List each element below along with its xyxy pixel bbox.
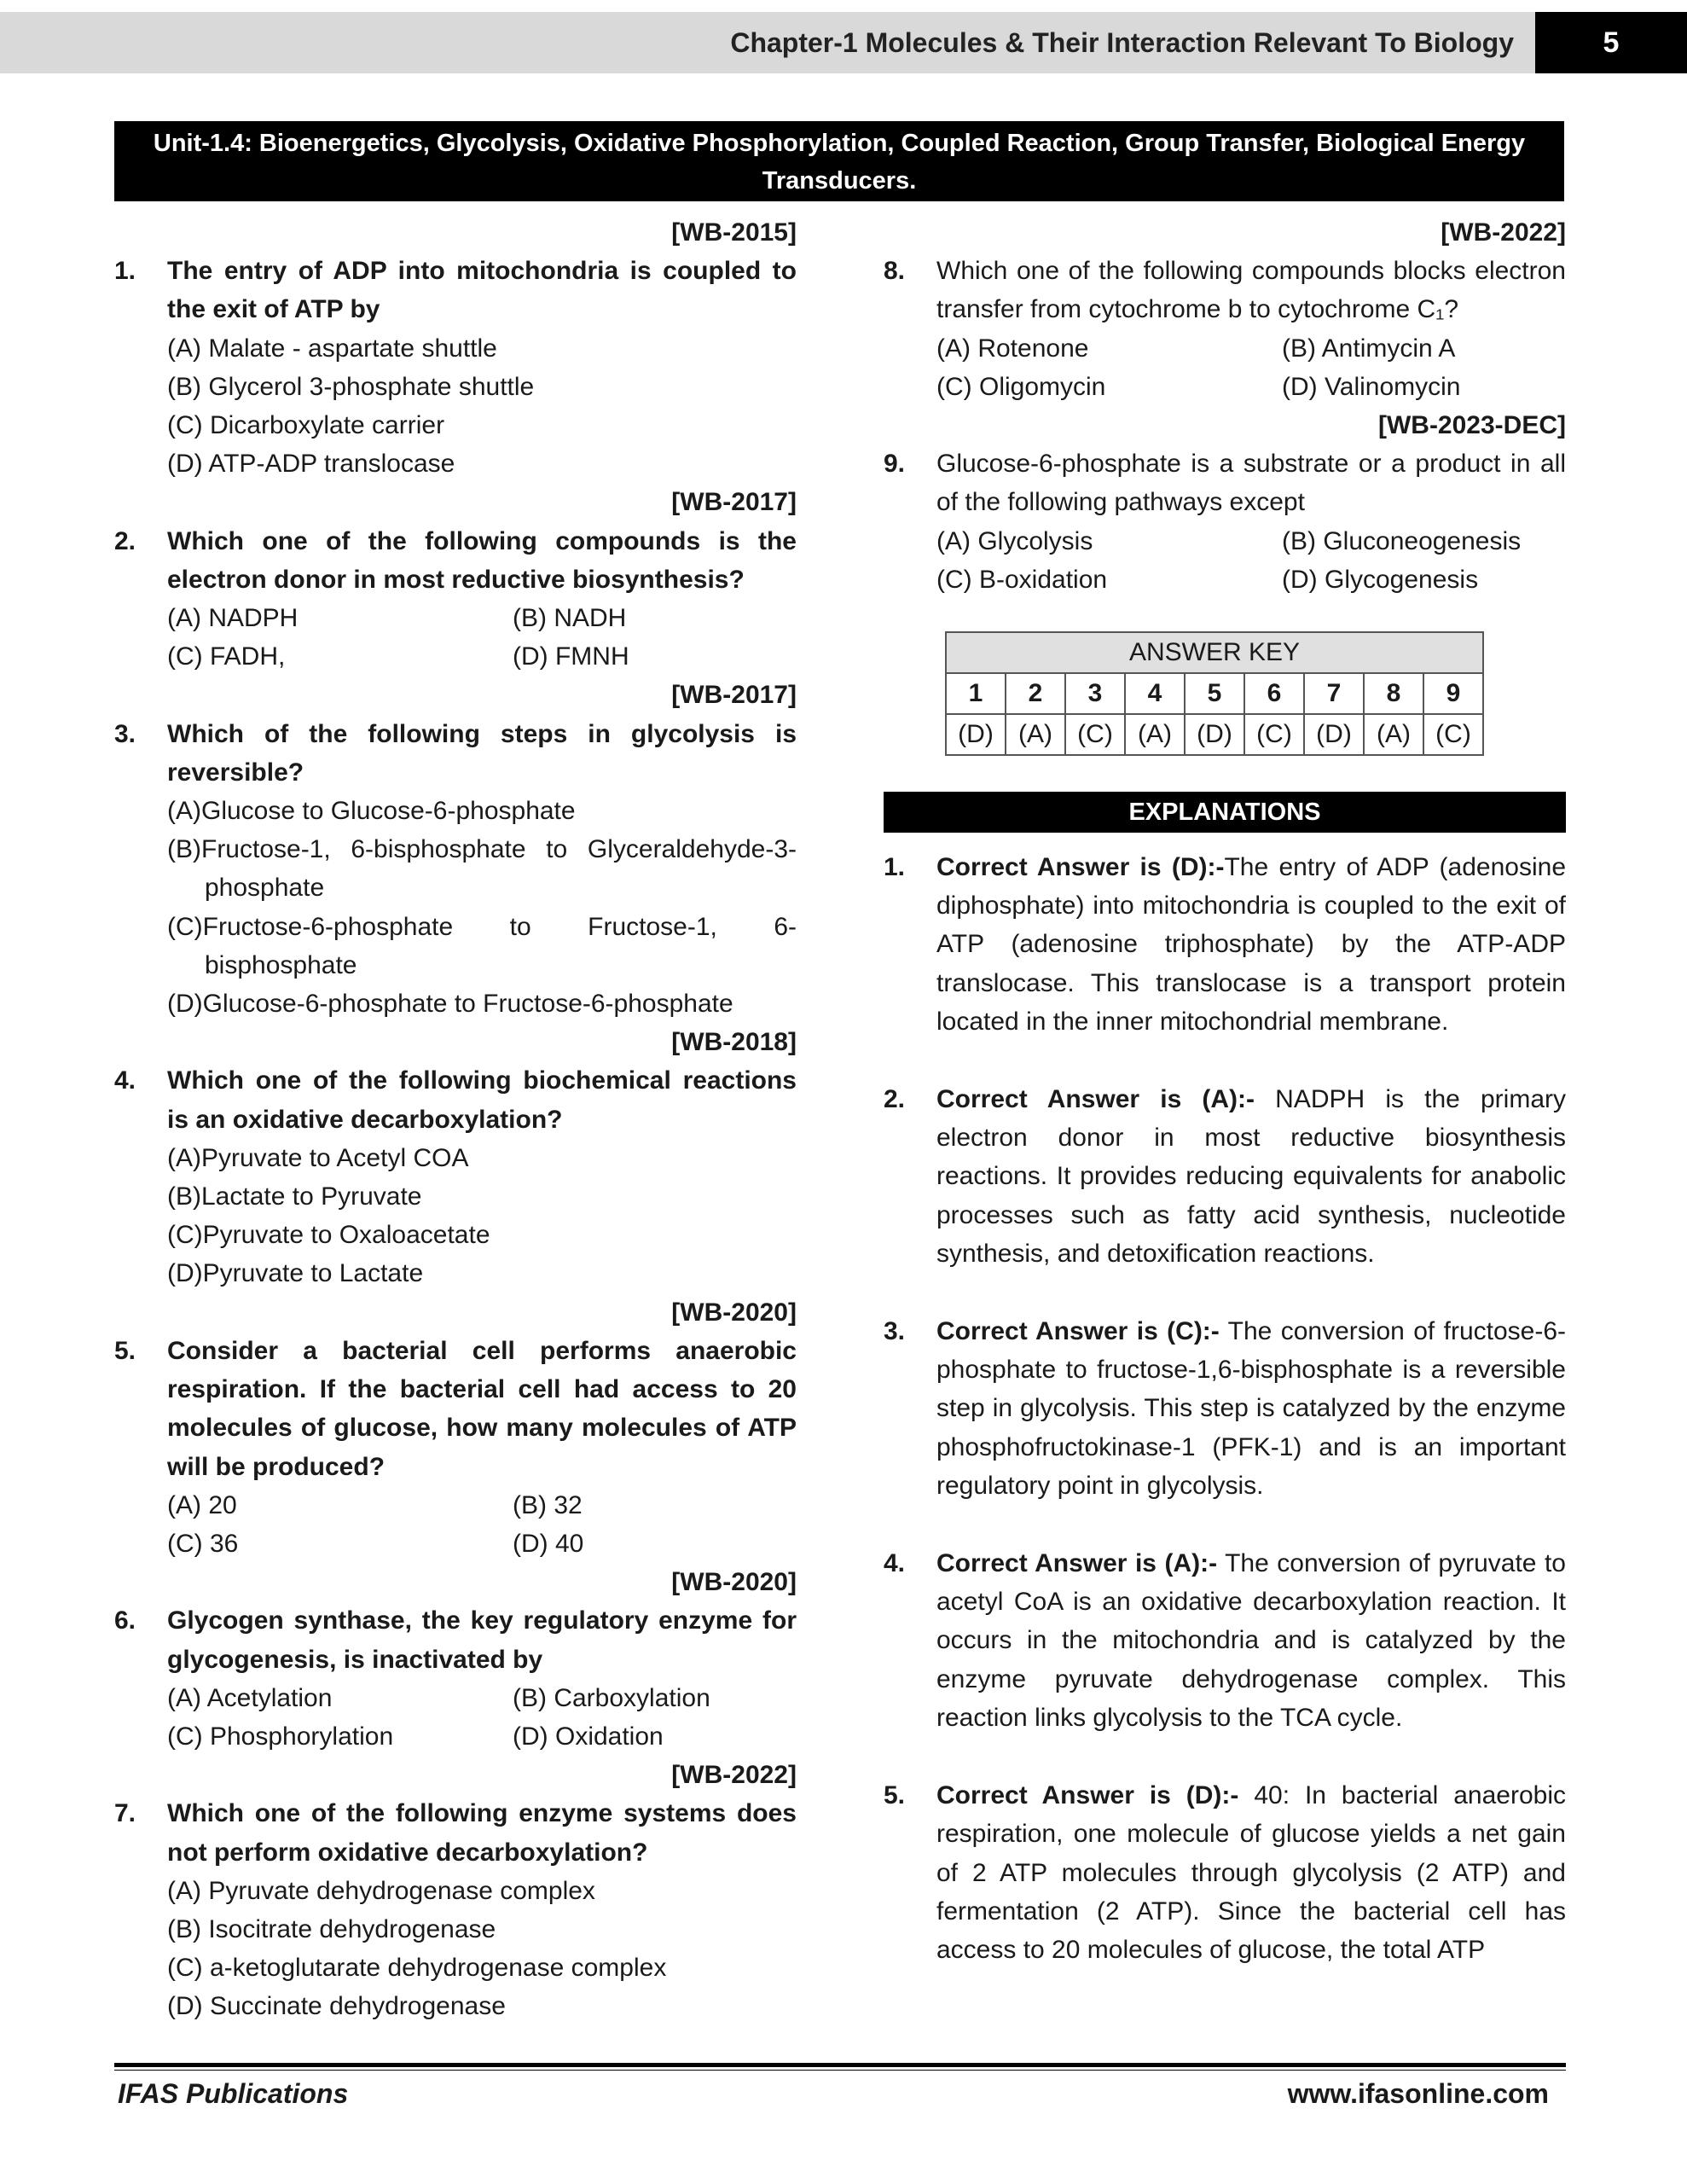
answer-key-answer: (C) xyxy=(1244,714,1304,755)
question-stem: Consider a bacterial cell performs anaerobic respiration. If the bacterial cell had access to 20 molecules of glucose, how many molecules of ATP will be produced? xyxy=(167,1336,797,1481)
explanation-body xyxy=(936,848,1566,1041)
options-grid xyxy=(884,522,1566,599)
question-number: 3. xyxy=(114,719,136,748)
explanations-heading: EXPLANATIONS xyxy=(884,792,1566,833)
answer-key-number: 4 xyxy=(1125,673,1185,714)
explanation-number: 3. xyxy=(884,1317,906,1346)
explanation-text: 40: In bacterial anaerobic respiration, one molecule of glucose yields a net gain of 2 ATP molecules through glycolysis (2 ATP) and fermentation (2 ATP). Since the bacterial cell has access to 20 molecules of glucose, the total ATP xyxy=(936,1781,1566,1964)
explanation-text: The entry of ADP (adenosine diphosphate) into mitochondria is coupled to the exit of ATP (adenosine triphosphate) by the ATP-ADP translocase. This translocase is a transport protein located in the inner mitochondrial membrane. xyxy=(936,853,1566,1036)
question-stem: Which of the following steps in glycolysis is reversible? xyxy=(167,719,797,787)
option: (C) Dicarboxylate carrier xyxy=(167,411,445,440)
question-stem: Glucose-6-phosphate is a substrate or a product in all of the following pathways except xyxy=(936,450,1566,517)
explanation-body xyxy=(936,1544,1566,1737)
explanation-body xyxy=(936,1312,1566,1505)
explanation-item xyxy=(884,1312,1566,1505)
option: (D)Pyruvate to Lactate xyxy=(167,1259,424,1288)
correct-answer-label: Correct Answer is (D):- xyxy=(936,1781,1239,1810)
option: (B) 32 xyxy=(513,1490,583,1519)
option: (D) ATP-ADP translocase xyxy=(167,450,455,479)
option: (D) Succinate dehydrogenase xyxy=(167,1992,506,2021)
question xyxy=(114,1794,797,1871)
options-grid xyxy=(114,1486,797,1563)
question-stem: Which one of the following compounds is the electron donor in most reductive biosynthesis? xyxy=(167,526,797,594)
option: (B) Carboxylation xyxy=(513,1683,710,1712)
footer-rule xyxy=(114,2063,1566,2067)
answer-key-answer: (D) xyxy=(1185,714,1244,755)
question-year: [WB-2018] xyxy=(671,1028,797,1057)
option: (A)Pyruvate to Acetyl COA xyxy=(167,1143,469,1172)
explanation-text: NADPH is the primary electron donor in most reductive biosynthesis reactions. It provides reducing equivalents for anabolic processes such as fatty acid synthesis, nucleotide synthesis, and detoxification reactions. xyxy=(936,1085,1566,1268)
option: (D) Valinomycin xyxy=(1282,372,1461,401)
option: (A)Glucose to Glucose-6-phosphate xyxy=(167,797,576,826)
option: (C)Pyruvate to Oxaloacetate xyxy=(167,1221,490,1250)
question-stem: Glycogen synthase, the key regulatory enzyme for glycogenesis, is inactivated by xyxy=(167,1606,797,1674)
answer-key-number: 2 xyxy=(1006,673,1065,714)
question xyxy=(114,252,797,328)
option: (A) 20 xyxy=(167,1490,237,1519)
option: (C) B-oxidation xyxy=(936,565,1108,594)
option: (B) Gluconeogenesis xyxy=(1282,526,1522,555)
answer-key-number: 6 xyxy=(1244,673,1304,714)
question-stem: Which one of the following enzyme systems does not perform oxidative decarboxylation? xyxy=(167,1799,797,1867)
option: (B)Lactate to Pyruvate xyxy=(167,1182,422,1211)
options-grid xyxy=(114,1679,797,1756)
question-year: [WB-2023-DEC] xyxy=(1377,411,1566,440)
question-number: 9. xyxy=(884,450,906,479)
explanation-number: 2. xyxy=(884,1085,906,1114)
answer-key-number: 5 xyxy=(1185,673,1244,714)
option: (D) 40 xyxy=(513,1529,584,1558)
option: (A) Pyruvate dehydrogenase complex xyxy=(167,1876,595,1905)
explanation-number: 1. xyxy=(884,853,906,882)
option: (D) Glycogenesis xyxy=(1282,565,1479,594)
question-year: [WB-2022] xyxy=(671,1761,797,1790)
option: (C) a-ketoglutarate dehydrogenase complex xyxy=(167,1954,667,1983)
answer-key-number: 3 xyxy=(1065,673,1125,714)
options-grid xyxy=(884,329,1566,406)
question xyxy=(884,252,1566,328)
correct-answer-label: Correct Answer is (A):- xyxy=(936,1085,1255,1114)
answer-key-answer: (A) xyxy=(1364,714,1423,755)
option: (A) Glycolysis xyxy=(936,526,1093,555)
publisher-name: IFAS Publications xyxy=(118,2078,349,2109)
explanation-number: 5. xyxy=(884,1781,906,1810)
question xyxy=(114,715,797,792)
questions-right-column xyxy=(884,213,1566,1969)
explanation-item xyxy=(884,1544,1566,1737)
answer-key-number: 9 xyxy=(1423,673,1483,714)
question-year: [WB-2015] xyxy=(671,218,797,247)
explanation-text: The conversion of fructose-6-phosphate to fructose-1,6-bisphosphate is a reversible step in glycolysis. This step is catalyzed by the enzyme phosphofructokinase-1 (PFK-1) and is an important regulatory point in glycolysis. xyxy=(936,1317,1567,1500)
question-number: 8. xyxy=(884,257,906,286)
option: (D) Oxidation xyxy=(513,1722,664,1751)
question xyxy=(114,1061,797,1138)
correct-answer-label: Correct Answer is (A):- xyxy=(936,1549,1218,1578)
answer-key-title: ANSWER KEY xyxy=(946,632,1483,673)
question xyxy=(114,1601,797,1678)
option: (B) Antimycin A xyxy=(1282,334,1456,363)
answer-key-answer: (A) xyxy=(1006,714,1065,755)
question-stem: Which one of the following compounds blocks electron transfer from cytochrome b to cytochrome C₁? xyxy=(936,257,1566,324)
question-year: [WB-2017] xyxy=(671,681,797,710)
answer-key-number: 8 xyxy=(1364,673,1423,714)
option: (C) Phosphorylation xyxy=(167,1722,394,1751)
question xyxy=(114,522,797,599)
question-number: 7. xyxy=(114,1799,136,1828)
question-number: 5. xyxy=(114,1336,136,1365)
option: (C) 36 xyxy=(167,1529,239,1558)
option: (B) NADH xyxy=(513,604,627,633)
option: (D)Glucose-6-phosphate to Fructose-6-phosphate xyxy=(167,990,733,1019)
question xyxy=(884,444,1566,521)
answer-key-number: 7 xyxy=(1304,673,1364,714)
correct-answer-label: Correct Answer is (D):- xyxy=(936,853,1225,882)
question-number: 1. xyxy=(114,257,136,286)
question-year: [WB-2017] xyxy=(671,488,797,517)
question-year: [WB-2022] xyxy=(1441,218,1566,247)
answer-key-table xyxy=(945,631,1484,756)
answer-key-answer: (C) xyxy=(1423,714,1483,755)
page-number: 5 xyxy=(1535,12,1687,73)
website-link[interactable]: www.ifasonline.com xyxy=(1287,2078,1549,2109)
option: (D) FMNH xyxy=(513,642,629,671)
questions-left-column xyxy=(114,213,797,2026)
unit-title: Unit-1.4: Bioenergetics, Glycolysis, Oxidative Phosphorylation, Coupled Reaction, Group Transfer, Biological Energy Transducers. xyxy=(114,121,1564,201)
question-year: [WB-2020] xyxy=(671,1568,797,1597)
explanation-text: The conversion of pyruvate to acetyl CoA is an oxidative decarboxylation reaction. It occurs in the mitochondria and is catalyzed by the enzyme pyruvate dehydrogenase complex. This reaction links glycolysis to the TCA cycle. xyxy=(936,1549,1566,1732)
answer-key-answer: (A) xyxy=(1125,714,1185,755)
option: (A) Rotenone xyxy=(936,334,1089,363)
option: (C)Fructose-6-phosphate to Fructose-1, 6-bisphosphate xyxy=(167,912,797,979)
explanation-item xyxy=(884,848,1566,1041)
question-stem: The entry of ADP into mitochondria is coupled to the exit of ATP by xyxy=(167,257,797,324)
question-number: 6. xyxy=(114,1606,136,1635)
explanation-body xyxy=(936,1080,1566,1273)
footer-rule-thin xyxy=(114,2070,1566,2071)
question-year: [WB-2020] xyxy=(671,1298,797,1327)
question-number: 4. xyxy=(114,1066,136,1095)
question-stem: Which one of the following biochemical reactions is an oxidative decarboxylation? xyxy=(167,1066,797,1134)
explanation-item xyxy=(884,1080,1566,1273)
option: (B) Glycerol 3-phosphate shuttle xyxy=(167,372,535,401)
explanation-body xyxy=(936,1776,1566,1969)
option: (A) Acetylation xyxy=(167,1683,333,1712)
answer-key-answer: (D) xyxy=(1304,714,1364,755)
question xyxy=(114,1332,797,1486)
option: (A) NADPH xyxy=(167,604,299,633)
option: (C) FADH, xyxy=(167,642,286,671)
explanation-item xyxy=(884,1776,1566,1969)
option: (B)Fructose-1, 6-bisphosphate to Glyceraldehyde-3-phosphate xyxy=(167,835,797,903)
options-grid xyxy=(114,599,797,676)
correct-answer-label: Correct Answer is (C):- xyxy=(936,1317,1220,1346)
chapter-title: Chapter-1 Molecules & Their Interaction Relevant To Biology xyxy=(730,27,1514,58)
option: (B) Isocitrate dehydrogenase xyxy=(167,1914,496,1943)
option: (C) Oligomycin xyxy=(936,372,1106,401)
answer-key-number: 1 xyxy=(946,673,1006,714)
answer-key-answer: (D) xyxy=(946,714,1006,755)
explanation-number: 4. xyxy=(884,1549,906,1578)
answer-key-answer: (C) xyxy=(1065,714,1125,755)
question-number: 2. xyxy=(114,526,136,555)
option: (A) Malate - aspartate shuttle xyxy=(167,334,497,363)
